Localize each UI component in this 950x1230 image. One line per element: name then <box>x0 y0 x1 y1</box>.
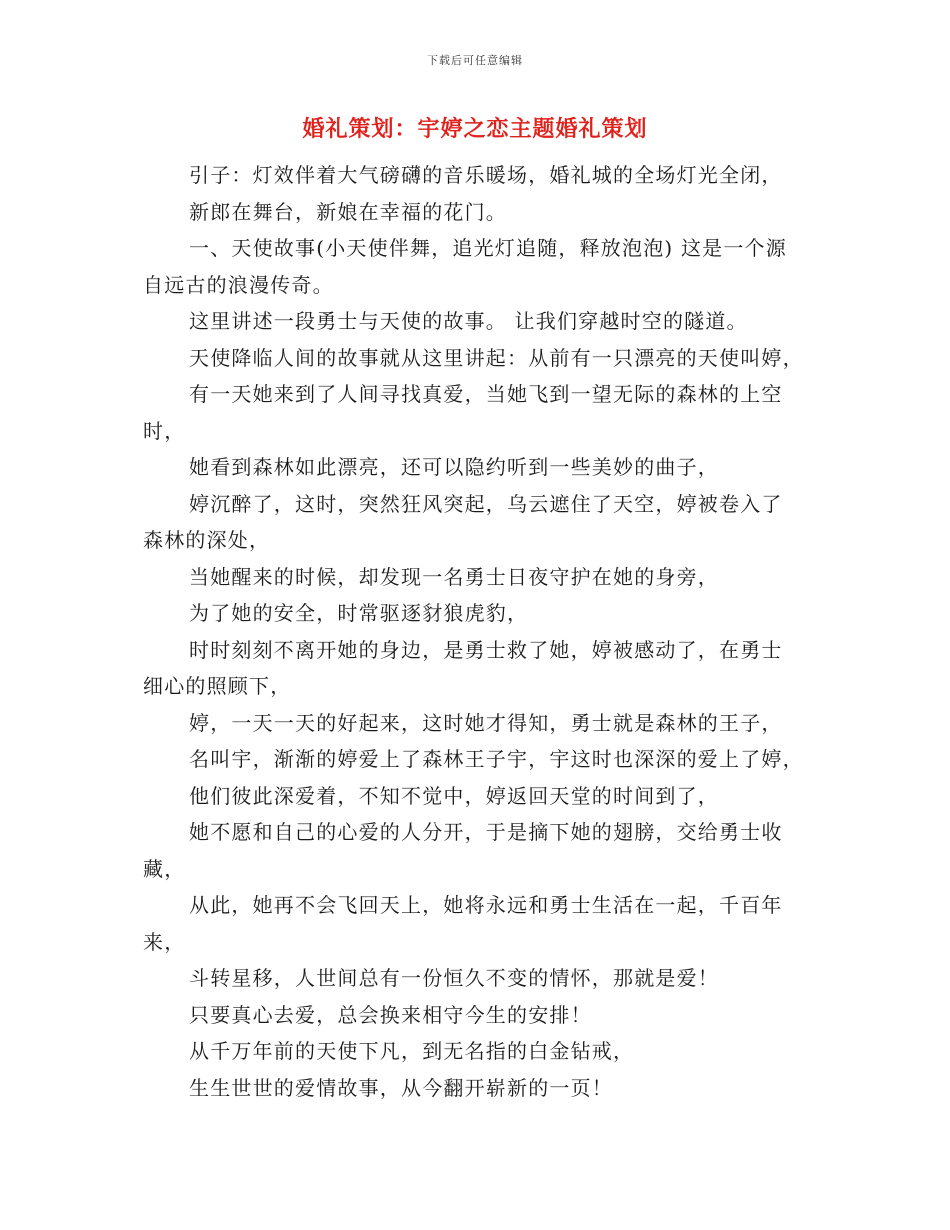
body-line: 时时刻刻不离开她的身边，是勇士救了她，婷被感动了，在勇士 <box>189 637 783 662</box>
body-line: 时， <box>143 418 186 443</box>
body-line: 一、天使故事(小天使伴舞，追光灯追随，释放泡泡) 这是一个源 <box>189 236 787 260</box>
body-line: 细心的照顾下， <box>143 674 292 698</box>
page-header-note: 下载后可任意编辑 <box>427 54 523 67</box>
body-line: 生生世世的爱情故事，从今翻开崭新的一页！ <box>189 1075 613 1100</box>
body-line: 她不愿和自己的心爱的人分开，于是摘下她的翅膀，交给勇士收 <box>189 820 783 844</box>
body-line: 新郎在舞台，新娘在幸福的花门。 <box>189 199 507 224</box>
document-body <box>143 157 813 1106</box>
body-line: 她看到森林如此漂亮，还可以隐约听到一些美妙的曲子， <box>189 455 719 479</box>
body-line: 婷沉醉了，这时，突然狂风突起，乌云遮住了天空，婷被卷入了 <box>189 491 783 516</box>
body-line: 只要真心去爱，总会换来相守今生的安排！ <box>189 1002 592 1027</box>
body-line: 从此，她再不会飞回天上，她将永远和勇士生活在一起，千百年 <box>189 893 783 917</box>
body-line: 森林的深处， <box>143 528 271 552</box>
body-line: 斗转星移，人世间总有一份恒久不变的情怀，那就是爱！ <box>189 966 719 990</box>
body-line: 引子：灯效伴着大气磅礴的音乐暖场，婚礼城的全场灯光全闭， <box>189 163 783 187</box>
body-line: 来， <box>143 929 186 954</box>
body-line: 他们彼此深爱着，不知不觉中，婷返回天堂的时间到了， <box>189 783 719 808</box>
body-line: 当她醒来的时候，却发现一名勇士日夜守护在她的身旁， <box>189 564 719 589</box>
document-title: 婚礼策划：宇婷之恋主题婚礼策划 <box>302 116 648 142</box>
body-line: 为了她的安全，时常驱逐豺狼虎豹， <box>189 601 529 625</box>
body-line: 有一天她来到了人间寻找真爱，当她飞到一望无际的森林的上空 <box>189 382 783 406</box>
body-line: 天使降临人间的故事就从这里讲起：从前有一只漂亮的天使叫婷， <box>189 345 804 370</box>
body-line: 从千万年前的天使下凡，到无名指的白金钻戒， <box>189 1039 635 1063</box>
body-line: 名叫宇，渐渐的婷爱上了森林王子宇，宇这时也深深的爱上了婷， <box>189 747 804 771</box>
body-line: 这里讲述一段勇士与天使的故事。 让我们穿越时空的隧道。 <box>189 309 748 333</box>
body-line: 婷，一天一天的好起来，这时她才得知，勇士就是森林的王子， <box>189 710 783 735</box>
body-line: 藏， <box>143 856 186 881</box>
body-line: 自远古的浪漫传奇。 <box>143 272 334 297</box>
